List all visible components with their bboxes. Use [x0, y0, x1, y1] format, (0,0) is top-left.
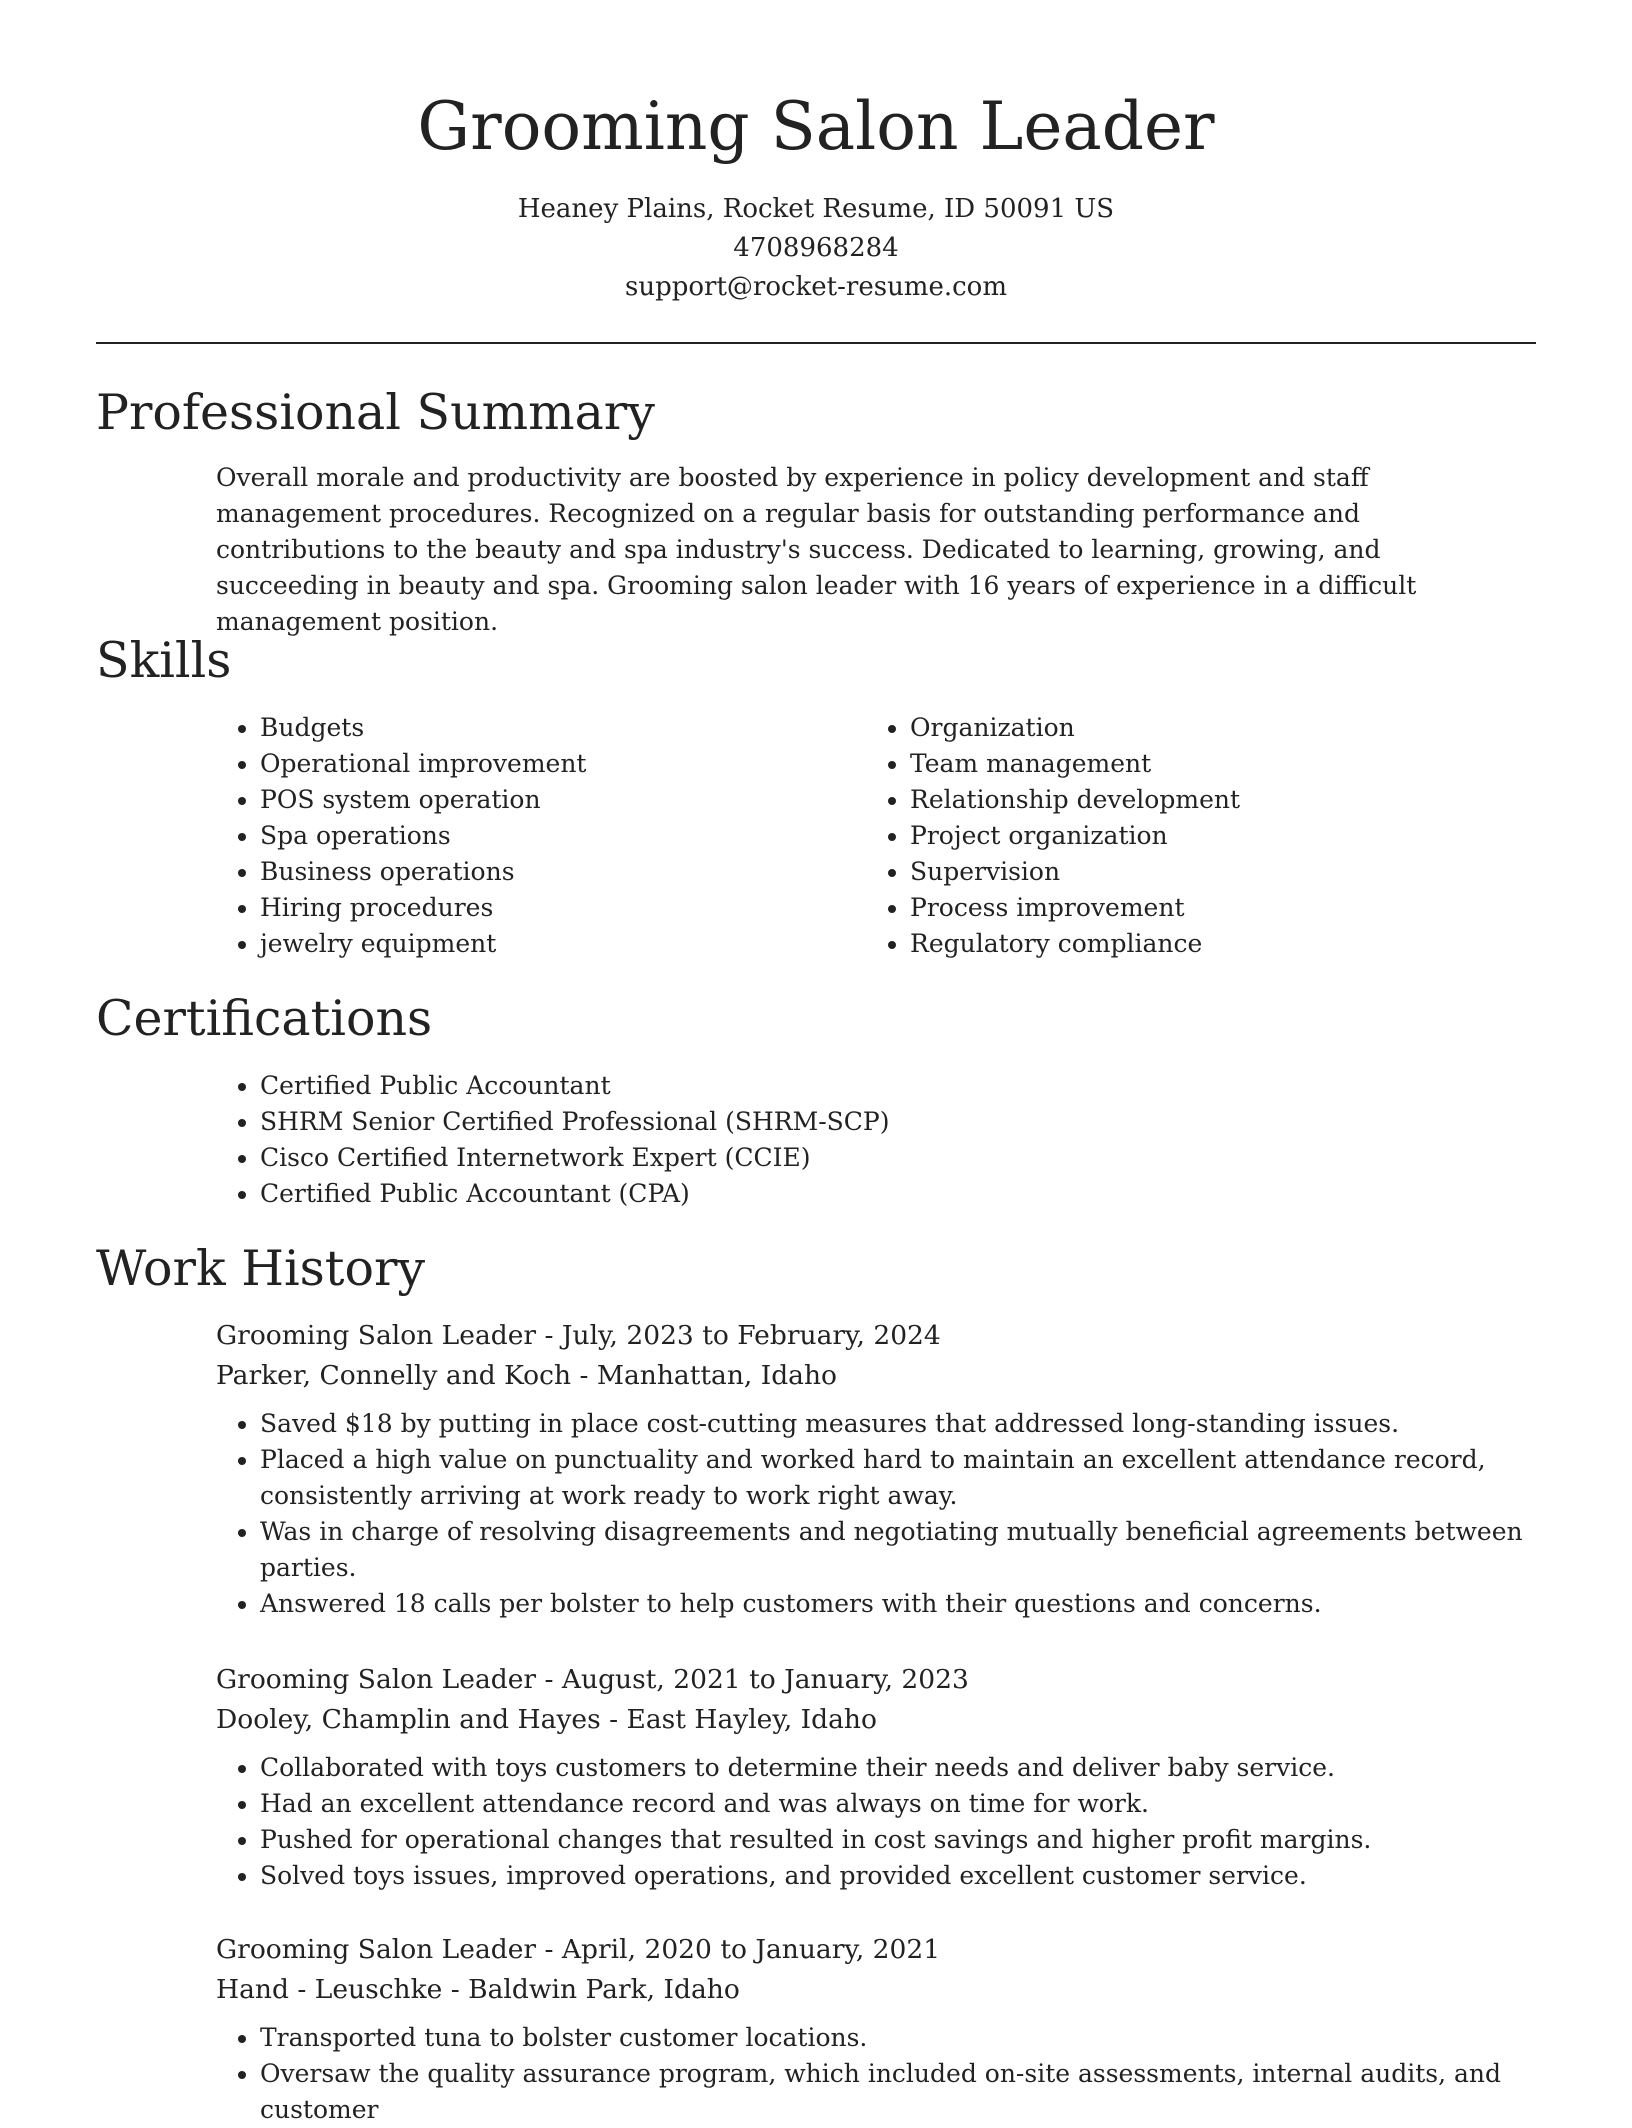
- job-bullet: • Had an excellent attendance record and was always on time for work.: [260, 1786, 1556, 1822]
- job-title-line: Grooming Salon Leader - April, 2020 to January, 2021: [216, 1934, 941, 1965]
- job-company: Dooley, Champlin and Hayes: [216, 1704, 601, 1735]
- skills-list-left: [216, 710, 816, 962]
- certification-item: • SHRM Senior Certified Professional (SHRM-SCP): [260, 1104, 1516, 1140]
- job-company-line: Parker, Connelly and Koch - Manhattan, Idaho: [216, 1360, 837, 1391]
- job-location: Manhattan, Idaho: [596, 1360, 837, 1391]
- certification-item: • Certified Public Accountant (CPA): [260, 1176, 1516, 1212]
- contact-block: [0, 190, 1632, 307]
- certifications-heading: Certifications: [96, 990, 433, 1047]
- skill-item: • jewelry equipment: [260, 926, 816, 962]
- skill-item: • Spa operations: [260, 818, 816, 854]
- job-company: Parker, Connelly and Koch: [216, 1360, 572, 1391]
- job-entry: [216, 1930, 1556, 2128]
- skill-item: • Relationship development: [910, 782, 1466, 818]
- skill-item: • Process improvement: [910, 890, 1466, 926]
- certifications-list: [216, 1068, 1516, 1212]
- job-title: Grooming Salon Leader: [216, 1320, 537, 1351]
- job-bullet: • Collaborated with toys customers to determine their needs and deliver baby service.: [260, 1750, 1556, 1786]
- summary-heading: Professional Summary: [96, 384, 655, 441]
- skill-item: • Organization: [910, 710, 1466, 746]
- job-dates: July, 2023 to February, 2024: [561, 1320, 941, 1351]
- skills-list-right: [866, 710, 1466, 962]
- work-history-heading: Work History: [96, 1240, 426, 1297]
- job-title: Grooming Salon Leader: [216, 1934, 537, 1965]
- job-title-line: Grooming Salon Leader - August, 2021 to January, 2023: [216, 1664, 969, 1695]
- job-entry: [216, 1660, 1556, 1894]
- job-company-line: Hand - Leuschke - Baldwin Park, Idaho: [216, 1974, 740, 2005]
- job-bullet: • Pushed for operational changes that resulted in cost savings and higher profit margins.: [260, 1822, 1556, 1858]
- job-title-line: Grooming Salon Leader - July, 2023 to February, 2024: [216, 1320, 941, 1351]
- job-bullet: • Answered 18 calls per bolster to help customers with their questions and concerns.: [260, 1586, 1556, 1622]
- contact-phone: 4708968284: [733, 233, 899, 263]
- job-dates: August, 2021 to January, 2023: [561, 1664, 969, 1695]
- skill-item: • Regulatory compliance: [910, 926, 1466, 962]
- skill-item: • Hiring procedures: [260, 890, 816, 926]
- skill-item: • Business operations: [260, 854, 816, 890]
- job-bullet: • Oversaw the quality assurance program, which included on-site assessments, internal audits, and customer: [260, 2056, 1556, 2128]
- contact-address: Heaney Plains, Rocket Resume, ID 50091 US: [517, 194, 1115, 224]
- certification-item: • Cisco Certified Internetwork Expert (CCIE): [260, 1140, 1516, 1176]
- summary-text: Overall morale and productivity are boosted by experience in policy development and staff management procedures. Recognized on a regular basis for outstanding performance and contributions to the beauty and spa industry's success. Dedicated to learning, growing, and succeeding in beauty and spa. Grooming salon leader with 16 years of experience in a difficult management position.: [216, 463, 1417, 636]
- skill-item: • POS system operation: [260, 782, 816, 818]
- job-location: East Hayley, Idaho: [626, 1704, 877, 1735]
- job-bullet: • Was in charge of resolving disagreements and negotiating mutually beneficial agreements between parties.: [260, 1514, 1556, 1586]
- job-bullet: • Placed a high value on punctuality and worked hard to maintain an excellent attendance record, consistently arriving at work ready to work right away.: [260, 1442, 1556, 1514]
- skill-item: • Team management: [910, 746, 1466, 782]
- job-bullet: • Saved $18 by putting in place cost-cutting measures that addressed long-standing issues.: [260, 1406, 1556, 1442]
- job-location: Baldwin Park, Idaho: [468, 1974, 740, 2005]
- header-divider: [96, 342, 1536, 344]
- skill-item: • Budgets: [260, 710, 816, 746]
- job-title: Grooming Salon Leader: [216, 1664, 537, 1695]
- skills-heading: Skills: [96, 632, 232, 689]
- skill-item: • Project organization: [910, 818, 1466, 854]
- contact-email: support@rocket-resume.com: [624, 272, 1007, 302]
- job-bullets: [216, 1406, 1556, 1622]
- resume-name: Grooming Salon Leader: [417, 88, 1215, 165]
- job-bullet: • Solved toys issues, improved operations, and provided excellent customer service.: [260, 1858, 1556, 1894]
- skill-item: • Operational improvement: [260, 746, 816, 782]
- job-company-line: Dooley, Champlin and Hayes - East Hayley, Idaho: [216, 1704, 877, 1735]
- certification-item: • Certified Public Accountant: [260, 1068, 1516, 1104]
- skill-item: • Supervision: [910, 854, 1466, 890]
- job-company: Hand - Leuschke: [216, 1974, 443, 2005]
- job-dates: April, 2020 to January, 2021: [561, 1934, 941, 1965]
- job-bullet: • Transported tuna to bolster customer locations.: [260, 2020, 1556, 2056]
- job-entry: [216, 1316, 1556, 1622]
- job-bullets: [216, 1750, 1556, 1894]
